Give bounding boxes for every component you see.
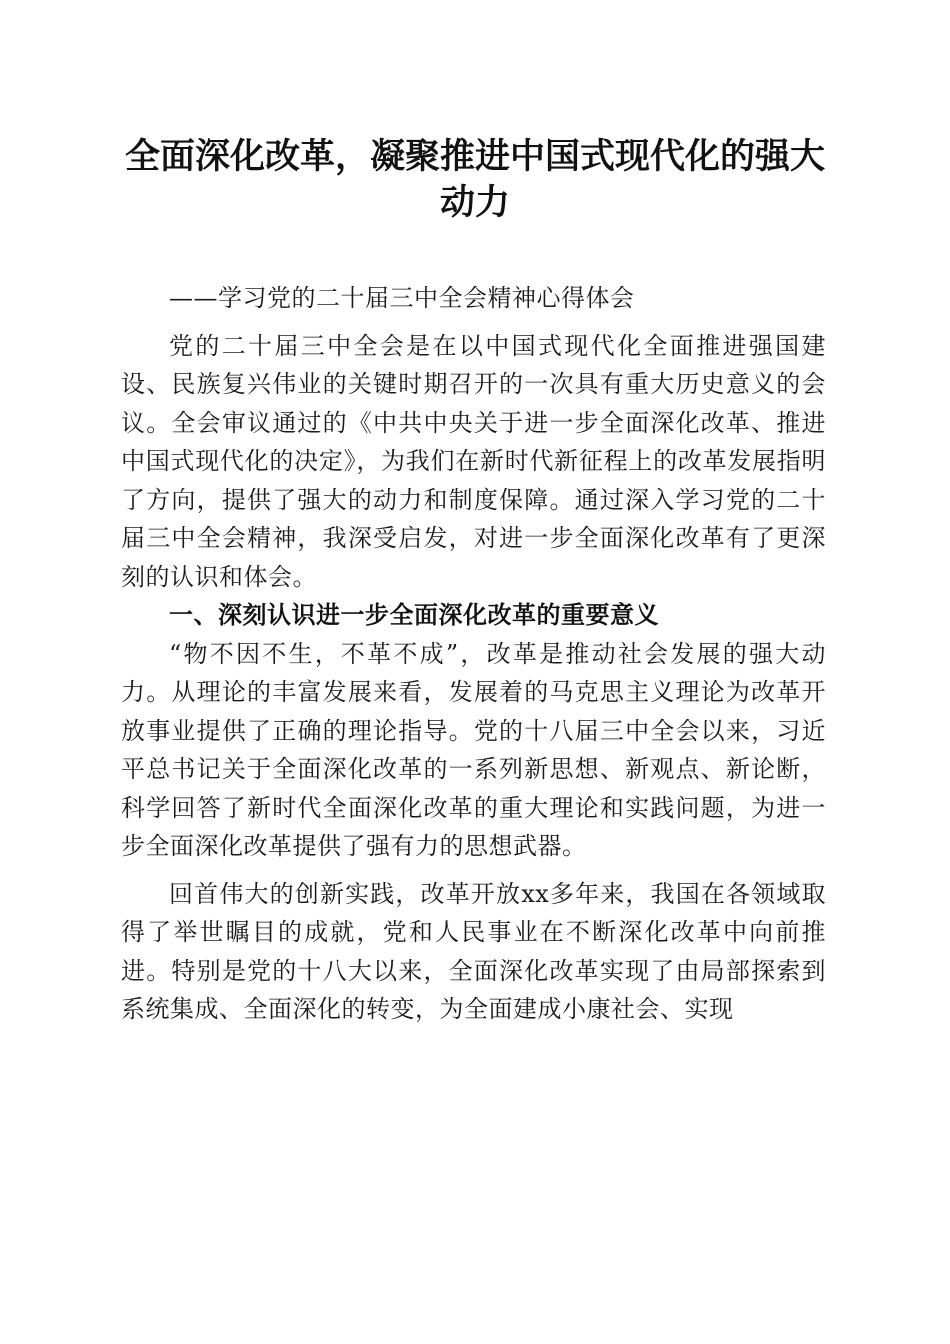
section-heading: 一、深刻认识进一步全面深化改革的重要意义 [169, 601, 659, 629]
section-paragraph: “物不因不生，不革不成”，改革是推动社会发展的强大动力。从理论的丰富发展来看，发展着的马克思主义理论为改革开放事业提供了正确的理论指导。党的十八届三中全会以来，习近平总书记关于全面深化改革的一系列新思想、新观点、新论断，科学回答了新时代全面深化改革的重大理论和实践问题，为进一步全面深化改革提供了强有力的思想武器。 [121, 639, 826, 860]
document-title: 全面深化改革，凝聚推进中国式现代化的强大动力 [124, 136, 825, 223]
intro-paragraph: 党的二十届三中全会是在以中国式现代化全面推进强国建设、民族复兴伟业的关键时期召开的一次具有重大历史意义的会议。全会审议通过的《中共中央关于进一步全面深化改革、推进中国式现代化的决定》，为我们在新时代新征程上的改革发展指明了方向，提供了强大的动力和制度保障。通过深入学习党的二十届三中全会精神，我深受启发，对进一步全面深化改革有了更深刻的认识和体会。 [121, 331, 826, 591]
section-paragraph: 回首伟大的创新实践，改革开放xx多年来，我国在各领域取得了举世瞩目的成就，党和人民事业在不断深化改革中向前推进。特别是党的十八大以来，全面深化改革实现了由局部探索到系统集成、全面深化的转变，为全面建成小康社会、实现 [121, 879, 826, 1023]
document-subtitle: ——学习党的二十届三中全会精神心得体会 [169, 284, 635, 312]
document-body [121, 279, 826, 1029]
